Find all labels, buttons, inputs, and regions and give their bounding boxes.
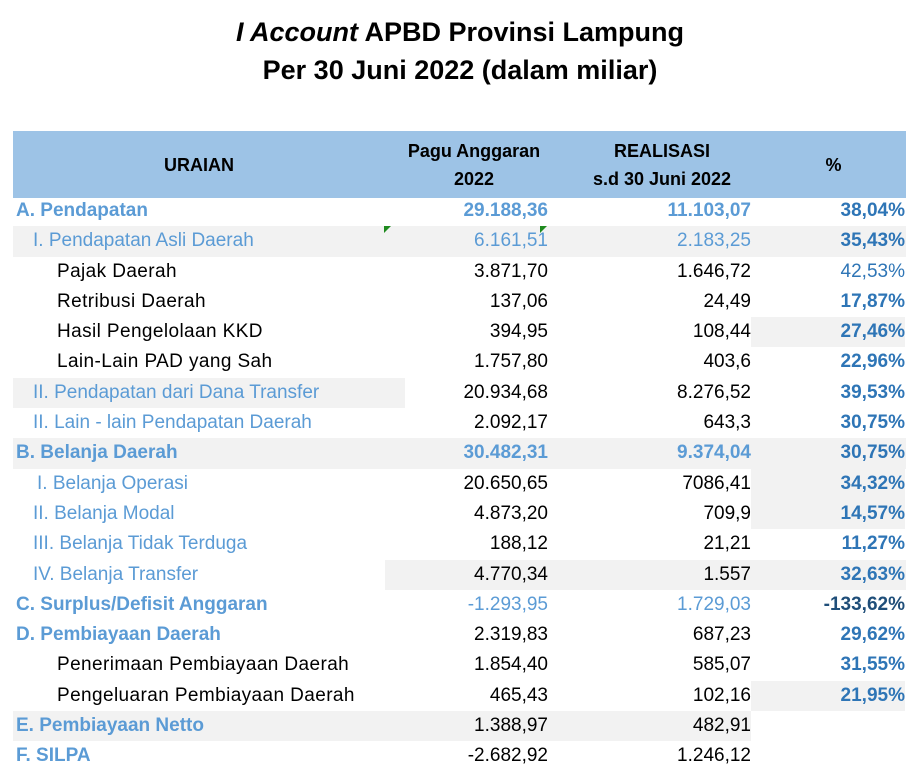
budget-table — [13, 196, 906, 772]
row-label: Penerimaan Pembiayaan Daerah — [57, 654, 350, 676]
title-rest: APBD Provinsi Lampung — [357, 17, 685, 47]
row-realisasi: 24,49 — [703, 290, 751, 312]
row-realisasi: 1.246,12 — [677, 745, 751, 767]
row-label: C. Surplus/Defisit Anggaran — [16, 593, 268, 615]
row-percent: -133,62% — [823, 593, 905, 615]
row-label: Pajak Daerah — [57, 260, 177, 282]
row-label: Retribusi Daerah — [57, 290, 206, 312]
header-percent: % — [825, 154, 842, 175]
row-label: A. Pendapatan — [16, 200, 148, 221]
row-percent: 34,32% — [751, 469, 905, 499]
row-realisasi: 108,44 — [692, 321, 751, 343]
row-percent: 29,62% — [840, 624, 905, 646]
row-realisasi: 1.557 — [703, 563, 751, 585]
row-pagu: 29.188,36 — [463, 200, 548, 221]
table-row — [13, 650, 906, 680]
row-pagu: 30.482,31 — [463, 442, 548, 464]
row-pagu: -1.293,95 — [467, 593, 548, 615]
table-row — [13, 196, 906, 226]
row-realisasi: 1.646,72 — [677, 260, 751, 282]
row-percent: 27,46% — [751, 317, 905, 347]
table-row — [13, 560, 906, 590]
cell-marker-icon — [540, 226, 547, 233]
row-label: IV. Belanja Transfer — [33, 563, 199, 585]
row-realisasi: 21,21 — [703, 533, 751, 555]
row-realisasi: 643,3 — [703, 412, 751, 434]
row-pagu: 1.388,97 — [474, 715, 548, 737]
table-row — [13, 711, 751, 741]
row-label: Hasil Pengelolaan KKD — [57, 321, 263, 343]
row-percent — [761, 711, 905, 741]
row-percent: 30,75% — [840, 412, 905, 434]
row-percent: 11,27% — [841, 533, 905, 555]
row-realisasi: 11.103,07 — [667, 200, 751, 221]
row-pagu: 465,43 — [489, 684, 548, 706]
table-row — [13, 681, 906, 711]
row-realisasi: 1.729,03 — [677, 593, 751, 615]
row-pagu: 20.650,65 — [463, 472, 548, 494]
row-realisasi: 709,9 — [703, 502, 751, 524]
row-pagu: 1.854,40 — [474, 654, 548, 676]
row-label: E. Pembiayaan Netto — [16, 715, 204, 737]
row-realisasi: 102,16 — [692, 684, 751, 706]
row-realisasi: 482,91 — [692, 715, 751, 737]
row-realisasi: 687,23 — [692, 624, 751, 646]
table-row — [13, 741, 906, 771]
row-pagu: 188,12 — [489, 533, 548, 555]
row-percent: 30,75% — [840, 442, 905, 464]
row-label: B. Belanja Daerah — [16, 442, 178, 464]
row-percent: 39,53% — [840, 381, 905, 403]
row-pagu: 6.161,51 — [474, 230, 548, 252]
table-row — [13, 347, 906, 377]
table-row — [13, 317, 906, 347]
row-label: Pengeluaran Pembiayaan Daerah — [57, 684, 355, 706]
row-label: I. Belanja Operasi — [37, 472, 189, 494]
row-pagu: 20.934,68 — [463, 381, 548, 403]
row-label: Lain-Lain PAD yang Sah — [57, 351, 273, 373]
row-percent: 35,43% — [840, 230, 905, 252]
row-pagu: 4.873,20 — [474, 502, 548, 524]
table-row — [13, 620, 906, 650]
title-italic: I Account — [235, 17, 358, 47]
row-label: II. Belanja Modal — [33, 502, 175, 524]
row-pagu: -2.682,92 — [467, 745, 548, 767]
row-realisasi: 2.183,25 — [677, 230, 751, 252]
row-realisasi: 9.374,04 — [677, 442, 751, 464]
row-percent: 17,87% — [840, 290, 905, 312]
row-pagu: 394,95 — [489, 321, 548, 343]
row-realisasi: 403,6 — [703, 351, 751, 373]
row-label: I. Pendapatan Asli Daerah — [33, 230, 254, 252]
header-realisasi: REALISASI s.d 30 Juni 2022 — [592, 140, 732, 189]
row-realisasi: 585,07 — [692, 654, 751, 676]
row-label: F. SILPA — [16, 745, 91, 767]
row-percent: 31,55% — [840, 654, 905, 676]
row-percent: 22,96% — [840, 351, 905, 373]
table-row — [13, 438, 906, 468]
page-title — [0, 14, 920, 50]
table-row — [13, 378, 906, 408]
row-label: D. Pembiayaan Daerah — [16, 624, 221, 646]
row-pagu: 137,06 — [489, 290, 548, 312]
row-percent: 32,63% — [840, 563, 905, 585]
row-pagu: 1.757,80 — [474, 351, 548, 373]
table-row — [13, 499, 906, 529]
table-header — [13, 129, 906, 198]
table-row — [13, 287, 906, 317]
row-percent: 21,95% — [751, 681, 905, 711]
table-row — [13, 590, 906, 620]
table-row — [13, 226, 906, 256]
row-percent: 42,53% — [840, 260, 905, 282]
table-row — [13, 529, 906, 559]
row-realisasi: 7086,41 — [682, 472, 751, 494]
row-label: II. Lain - lain Pendapatan Daerah — [33, 412, 312, 434]
row-percent: 14,57% — [751, 499, 905, 529]
page-subtitle: Per 30 Juni 2022 (dalam miliar) — [262, 55, 658, 85]
row-pagu: 4.770,34 — [474, 563, 548, 585]
row-realisasi: 8.276,52 — [677, 381, 751, 403]
row-percent: 38,04% — [840, 200, 905, 221]
row-pagu: 2.092,17 — [474, 412, 548, 434]
header-pagu-anggaran: Pagu Anggaran 2022 — [407, 140, 541, 189]
header-uraian: URAIAN — [164, 154, 234, 175]
row-label: II. Pendapatan dari Dana Transfer — [13, 378, 405, 408]
row-pagu: 3.871,70 — [474, 260, 548, 282]
table-row — [13, 408, 906, 438]
table-row — [13, 257, 906, 287]
row-label: III. Belanja Tidak Terduga — [33, 533, 248, 555]
table-row — [13, 469, 906, 499]
row-pagu: 2.319,83 — [474, 624, 548, 646]
row-percent — [761, 741, 905, 771]
